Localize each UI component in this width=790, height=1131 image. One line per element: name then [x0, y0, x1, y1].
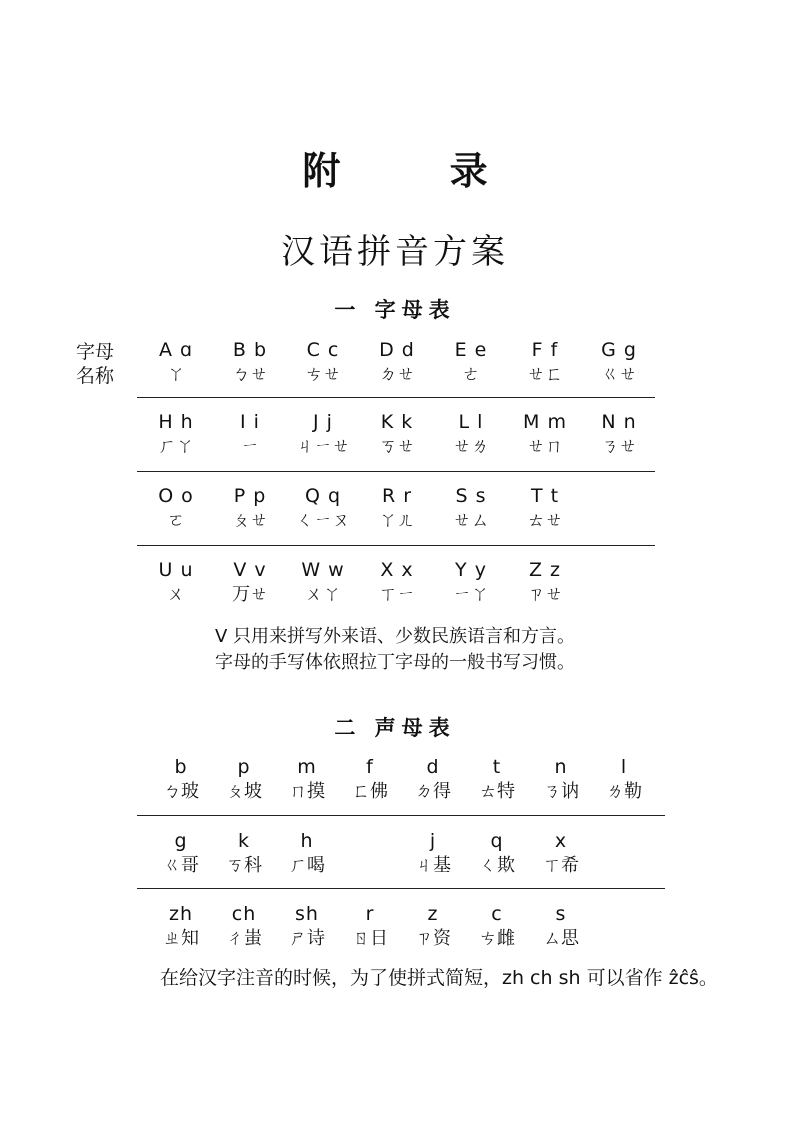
initial-latin: j	[429, 830, 437, 852]
alphabet-cell	[283, 558, 363, 608]
alphabet-latin: G g	[601, 339, 637, 361]
alphabet-latin: V v	[233, 559, 267, 581]
divider	[137, 815, 665, 816]
alphabet-cell	[283, 410, 363, 460]
initial-latin: f	[366, 756, 374, 778]
alphabet-latin: E e	[454, 339, 488, 361]
alphabet-zhuyin: ㄝㄇ	[527, 436, 563, 457]
alphabet-cell	[136, 410, 216, 460]
alphabet-latin: U u	[158, 559, 194, 581]
side-label-name: 名称	[76, 365, 115, 387]
alphabet-cell	[136, 558, 216, 608]
initial-zhuyin: ㄍ哥	[163, 855, 199, 876]
initials-heading: 二 声母表	[334, 716, 456, 740]
initial-latin: b	[174, 756, 188, 778]
alphabet-latin: P p	[233, 485, 267, 507]
initial-zhuyin: ㄙ思	[543, 928, 579, 949]
alphabet-zhuyin: ㄗㄝ	[527, 584, 563, 605]
alphabet-latin: I i	[240, 411, 260, 433]
alphabet-latin: A ɑ	[158, 339, 194, 361]
initial-latin: p	[237, 756, 251, 778]
alphabet-zhuyin: ㄝㄈ	[527, 364, 563, 385]
alphabet-latin: N n	[601, 411, 637, 433]
alphabet-cell	[579, 338, 659, 388]
divider	[137, 397, 655, 398]
alphabet-cell	[283, 484, 363, 534]
side-label-letter: 字母	[76, 341, 115, 363]
alphabet-latin: M m	[523, 411, 567, 433]
initial-latin: k	[237, 830, 250, 852]
alphabet-latin: T t	[530, 485, 560, 507]
initial-latin: l	[620, 756, 628, 778]
divider	[137, 888, 665, 889]
alphabet-zhuyin: ㄍㄝ	[601, 364, 637, 385]
alphabet-zhuyin: ㄚ	[167, 364, 185, 385]
alphabet-zhuyin: ㄝㄌ	[453, 436, 489, 457]
alphabet-cell	[210, 338, 290, 388]
alphabet-zhuyin: ㄛ	[167, 510, 185, 531]
alphabet-cell	[210, 558, 290, 608]
alphabet-cell	[136, 484, 216, 534]
initial-zhuyin: ㄓ知	[163, 928, 199, 949]
initial-latin: r	[365, 903, 375, 925]
divider	[137, 471, 655, 472]
initial-latin: ch	[231, 903, 257, 925]
alphabet-cell	[357, 338, 437, 388]
alphabet-zhuyin: ㄉㄝ	[379, 364, 415, 385]
page-title: 附 录	[302, 149, 536, 193]
initial-latin: q	[490, 830, 504, 852]
initial-zhuyin: ㄗ资	[415, 928, 451, 949]
initial-zhuyin: ㄆ坡	[226, 781, 262, 802]
alphabet-zhuyin: ㄪㄝ	[232, 584, 268, 605]
initial-zhuyin: ㄔ蚩	[226, 928, 262, 949]
alphabet-latin: Z z	[528, 559, 562, 581]
alphabet-latin: K k	[380, 411, 414, 433]
initial-cell	[521, 829, 601, 879]
initial-latin: zh	[168, 903, 193, 925]
initial-latin: c	[491, 903, 503, 925]
alphabet-latin: B b	[232, 339, 268, 361]
alphabet-cell	[283, 338, 363, 388]
alphabet-latin: O o	[158, 485, 194, 507]
alphabet-cell	[505, 338, 585, 388]
alphabet-cell	[431, 338, 511, 388]
alphabet-cell	[431, 484, 511, 534]
alphabet-zhuyin: ㄨ	[167, 584, 185, 605]
initial-zhuyin: ㄈ佛	[352, 781, 388, 802]
alphabet-note: 字母的手写体依照拉丁字母的一般书写习惯。	[215, 652, 575, 673]
alphabet-latin: R r	[381, 485, 413, 507]
initial-zhuyin: ㄒ希	[543, 855, 579, 876]
alphabet-cell	[431, 410, 511, 460]
alphabet-zhuyin: ㄅㄝ	[232, 364, 268, 385]
alphabet-cell	[505, 484, 585, 534]
initial-zhuyin: ㄅ玻	[163, 781, 199, 802]
initial-latin: sh	[295, 903, 319, 925]
initial-zhuyin: ㄋ讷	[543, 781, 579, 802]
alphabet-cell	[210, 410, 290, 460]
alphabet-latin: H h	[158, 411, 194, 433]
alphabet-zhuyin: ㄐㄧㄝ	[296, 436, 350, 457]
alphabet-zhuyin: ㄆㄝ	[232, 510, 268, 531]
alphabet-zhuyin: ㄊㄝ	[527, 510, 563, 531]
initial-zhuyin: ㄎ科	[226, 855, 262, 876]
initial-cell	[267, 829, 347, 879]
page-subtitle: 汉语拼音方案	[281, 232, 509, 272]
alphabet-cell	[505, 410, 585, 460]
alphabet-latin: X x	[380, 559, 414, 581]
initial-zhuyin: ㄊ特	[479, 781, 515, 802]
initial-zhuyin: ㄑ欺	[479, 855, 515, 876]
initial-zhuyin: ㄇ摸	[289, 781, 325, 802]
alphabet-latin: C c	[306, 339, 340, 361]
alphabet-cell	[357, 558, 437, 608]
alphabet-zhuyin: ㄘㄝ	[305, 364, 341, 385]
initial-zhuyin: ㄖ日	[352, 928, 388, 949]
initial-zhuyin: ㄌ勒	[606, 781, 642, 802]
alphabet-cell	[210, 484, 290, 534]
initial-zhuyin: ㄏ喝	[289, 855, 325, 876]
initial-latin: t	[492, 756, 502, 778]
initial-cell	[521, 902, 601, 952]
alphabet-cell	[579, 410, 659, 460]
initial-latin: s	[555, 903, 567, 925]
initial-zhuyin: ㄉ得	[415, 781, 451, 802]
alphabet-latin: J j	[313, 411, 333, 433]
alphabet-latin: W w	[301, 559, 345, 581]
alphabet-zhuyin: ㄒㄧ	[379, 584, 415, 605]
alphabet-cell	[431, 558, 511, 608]
alphabet-cell	[505, 558, 585, 608]
initial-latin: n	[554, 756, 568, 778]
alphabet-latin: D d	[379, 339, 415, 361]
alphabet-zhuyin: ㄜ	[462, 364, 480, 385]
alphabet-zhuyin: ㄚㄦ	[379, 510, 415, 531]
alphabet-zhuyin: ㄧ	[241, 436, 259, 457]
initial-latin: d	[426, 756, 440, 778]
alphabet-latin: Y y	[455, 559, 487, 581]
initial-latin: z	[427, 903, 439, 925]
alphabet-latin: L l	[458, 411, 484, 433]
alphabet-zhuyin: ㄧㄚ	[453, 584, 489, 605]
alphabet-latin: F f	[531, 339, 559, 361]
initial-latin: m	[297, 756, 317, 778]
alphabet-cell	[357, 410, 437, 460]
alphabet-zhuyin: ㄝㄙ	[453, 510, 489, 531]
divider	[137, 545, 655, 546]
alphabet-zhuyin: ㄨㄚ	[305, 584, 341, 605]
initial-latin: h	[300, 830, 314, 852]
alphabet-cell	[136, 338, 216, 388]
alphabet-latin: S s	[455, 485, 487, 507]
alphabet-cell	[357, 484, 437, 534]
alphabet-note: V 只用来拼写外来语、少数民族语言和方言。	[214, 626, 576, 647]
initials-paragraph: 在给汉字注音的时候，为了使拼式简短，zh ch sh 可以省作 ẑĉŝ。	[160, 967, 718, 989]
initial-zhuyin: ㄐ基	[415, 855, 451, 876]
alphabet-zhuyin: ㄏㄚ	[158, 436, 194, 457]
alphabet-zhuyin: ㄋㄝ	[601, 436, 637, 457]
alphabet-latin: Q q	[304, 485, 342, 507]
alphabet-zhuyin: ㄑㄧㄡ	[296, 510, 350, 531]
initial-cell	[584, 755, 664, 805]
initial-zhuyin: ㄕ诗	[289, 928, 325, 949]
alphabet-zhuyin: ㄎㄝ	[379, 436, 415, 457]
initial-zhuyin: ㄘ雌	[479, 928, 515, 949]
initial-latin: g	[174, 830, 188, 852]
initial-latin: x	[554, 830, 568, 852]
alphabet-heading: 一 字母表	[334, 298, 456, 322]
